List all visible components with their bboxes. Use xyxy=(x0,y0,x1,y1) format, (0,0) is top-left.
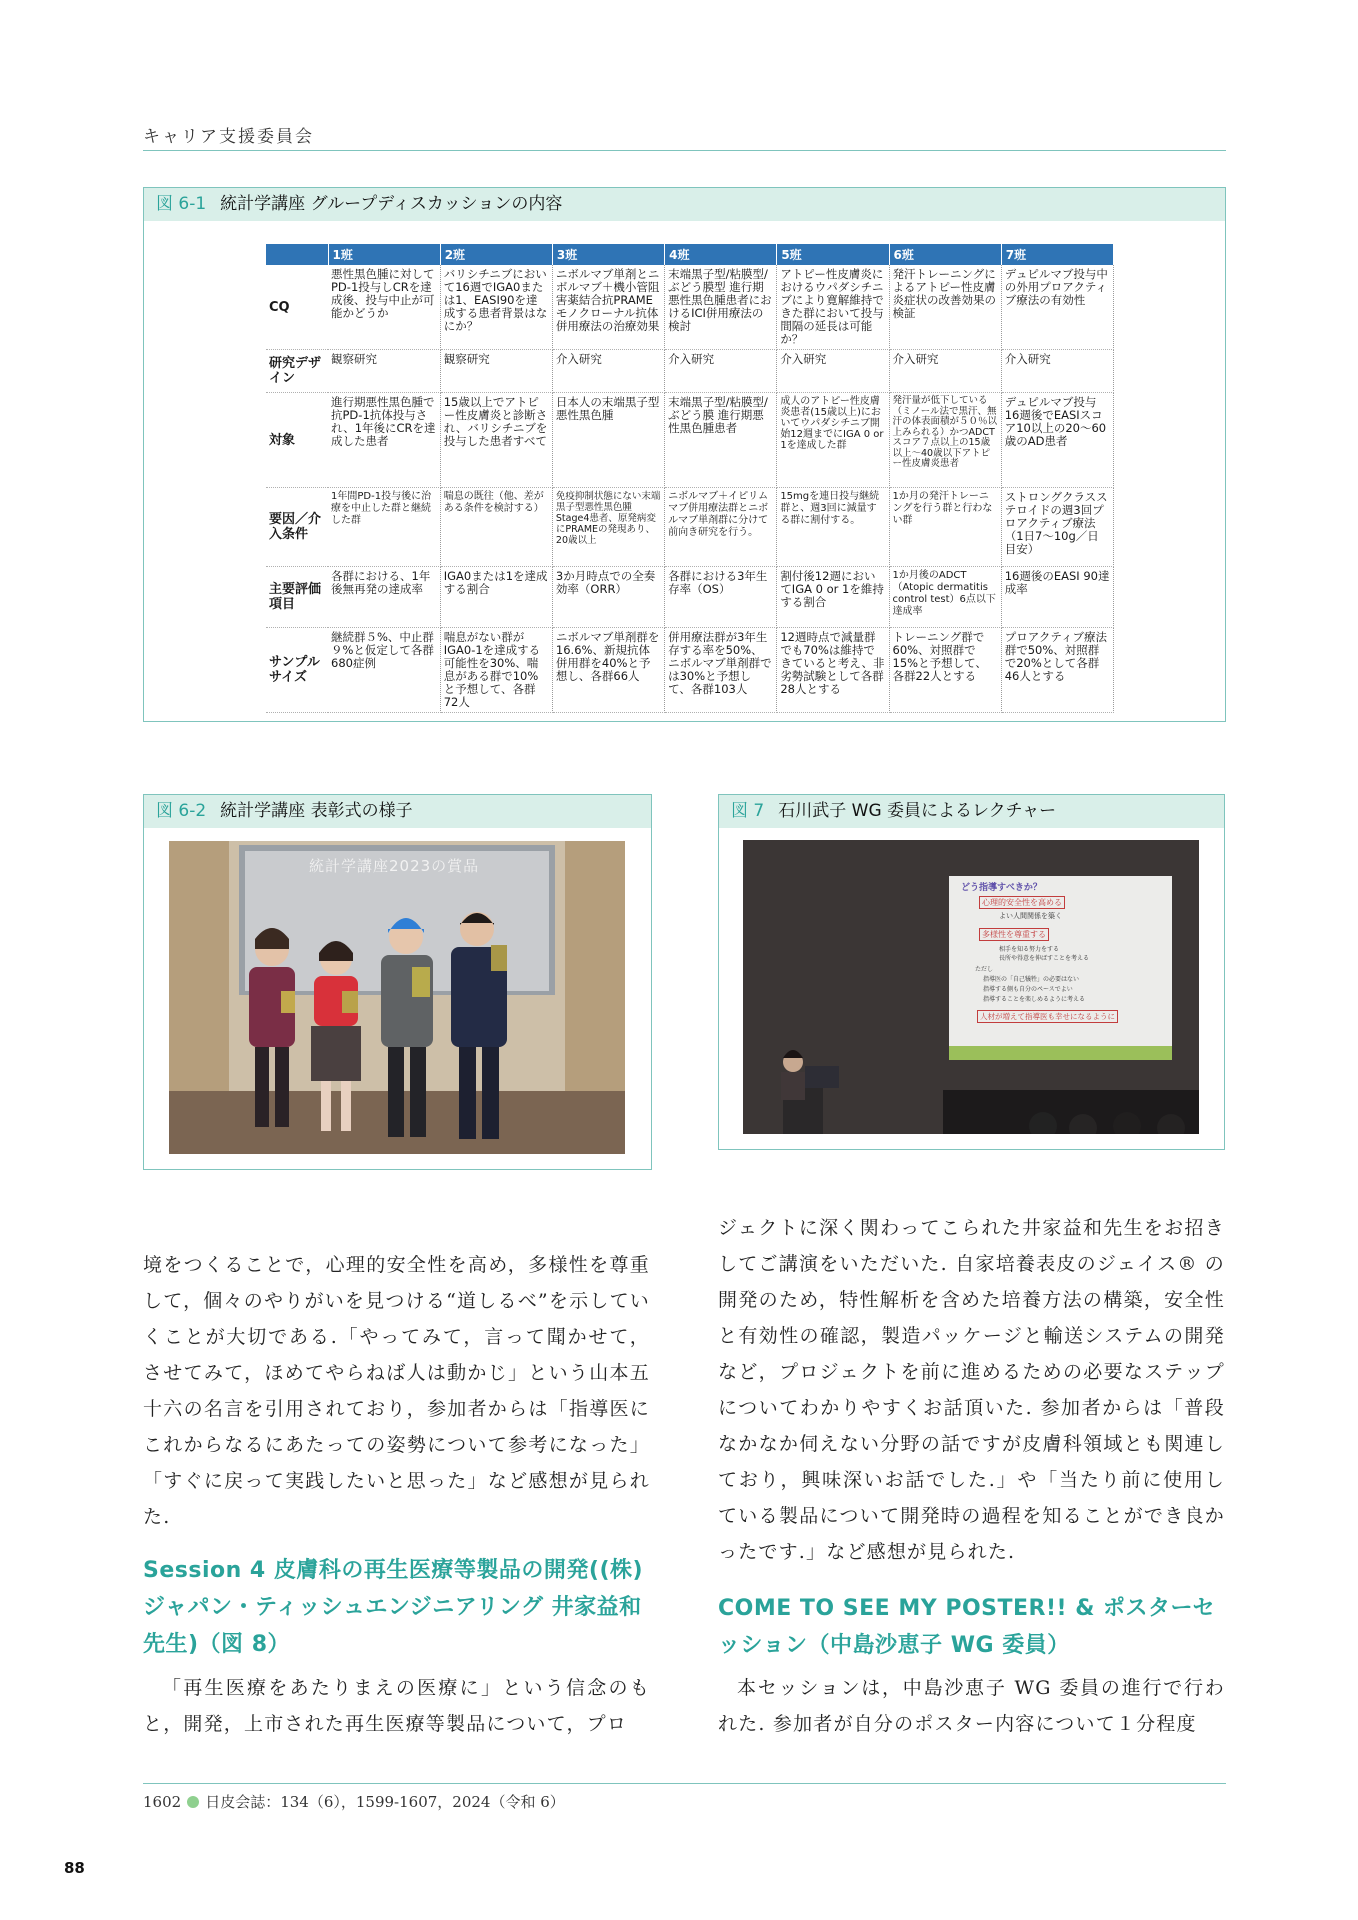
award-ceremony-photo xyxy=(169,841,625,1154)
table-row xyxy=(266,567,1114,628)
row-label: 対象 xyxy=(266,393,328,488)
table-header-row xyxy=(266,244,1114,265)
right-column-bottom xyxy=(718,1670,1225,1742)
journal-page: 1602 xyxy=(143,1793,182,1811)
table-cell: 各群における3年生存率（OS） xyxy=(665,567,777,628)
slide-title: どう指導すべきか？ xyxy=(961,883,1042,893)
table-cell: 3か月時点での全奏効率（ORR） xyxy=(552,567,664,628)
figure-number: 図 6-1 xyxy=(156,194,207,214)
table-row xyxy=(266,393,1114,488)
left-paragraph-1: 境をつくることで，心理的安全性を高め，多様性を尊重して，個々のやりがいを見つける“道しるべ”を示していくことが大切である.「やってみて，言って聞かせて，させてみて，ほめてやらねば人は動かじ」という山本五十六の名言を引用されており，参加者からは「指導医にこれからなるにあたっての姿勢について参考になった」「すぐに戻って実践したいと思った」など感想が見られた. xyxy=(143,1254,650,1528)
header-divider xyxy=(143,150,1226,151)
table-cell: アトピー性皮膚炎におけるウパダシチニブにより寛解維持できた群において投与間隔の延長は可能か？ xyxy=(777,265,889,350)
table-cell: ニボルマブ単剤とニボルマブ＋機小管阻害薬結合抗PRAMEモノクローナル抗体併用療法の治療効果 xyxy=(552,265,664,350)
figure-6-2 xyxy=(143,794,652,1170)
award-photo-illustration xyxy=(169,841,625,1154)
row-label: 要因／介入条件 xyxy=(266,488,328,567)
slide-line: 相手を知る努力をする xyxy=(999,946,1060,953)
table-cell: 日本人の末端黒子型悪性黒色腫 xyxy=(552,393,664,488)
section-label: キャリア支援委員会 xyxy=(143,127,314,147)
figure-7 xyxy=(718,794,1225,1150)
table-corner xyxy=(266,244,328,265)
table-cell: ニボルマブ単剤群を16.6%、新規抗体併用群を40%と予想し、各群66人 xyxy=(552,628,664,713)
table-row xyxy=(266,350,1114,393)
projected-slide xyxy=(949,876,1172,1060)
slide-line: 心理的安全性を高める xyxy=(979,896,1065,909)
figure-title: 石川武子 WG 委員によるレクチャー xyxy=(778,801,1057,821)
table-cell: 1か月の発汗トレーニングを行う群と行わない群 xyxy=(889,488,1001,567)
figure-6-1-caption xyxy=(144,188,1225,221)
slide-line: 多様性を尊重する xyxy=(979,928,1049,941)
table-cell: バリシチニブにおいて16週でIGA0または1、EASI90を達成する患者背景はなにか？ xyxy=(440,265,552,350)
table-cell: 介入研究 xyxy=(1001,350,1113,393)
table-cell: 15歳以上でアトピー性皮膚炎と診断され、バリシチニブを投与した患者すべて xyxy=(440,393,552,488)
table-cell: 介入研究 xyxy=(552,350,664,393)
table-cell: 各群における、1年後無再発の達成率 xyxy=(328,567,440,628)
table-cell: 介入研究 xyxy=(665,350,777,393)
table-cell: ストロングクラスステロイドの週3回プロアクティブ療法（1日7～10g／日目安） xyxy=(1001,488,1113,567)
figure-7-caption xyxy=(719,795,1224,828)
table-cell: 発汗トレーニングによるアトピー性皮膚炎症状の改善効果の検証 xyxy=(889,265,1001,350)
group-header: 7班 xyxy=(1001,244,1113,265)
group-header: 5班 xyxy=(777,244,889,265)
row-label: 研究デザイン xyxy=(266,350,328,393)
right-paragraph-1: ジェクトに深く関わってこられた井家益和先生をお招きしてご講演をいただいた. 自家培養表皮のジェイス® の開発のため，特性解析を含めた培養方法の構築，安全性と有効性の確認，製造パッケージと輸送システムの開発など，プロジェクトを前に進めるための必要なステップについてわかりやすくお話頂いた. 参加者からは「普段なかなか伺えない分野の話ですが皮膚科領域とも関連しており，興味深いお話でした.」や「当たり前に使用している製品について開発時の過程を知ることができ良かったです.」など感想が見られた. xyxy=(718,1217,1225,1563)
table-cell: 介入研究 xyxy=(889,350,1001,393)
circle-bullet-icon xyxy=(187,1796,199,1808)
table-cell: 継続群５%、中止群９%と仮定して各群680症例 xyxy=(328,628,440,713)
table-cell: 介入研究 xyxy=(777,350,889,393)
table-cell: 12週時点で減量群でも70%は維持できていると考え、非劣勢試験として各群28人とする xyxy=(777,628,889,713)
table-cell: 16週後のEASI 90達成率 xyxy=(1001,567,1113,628)
poster-session-heading: COME TO SEE MY POSTER!! & ポスターセッション（中島沙恵子 WG 委員） xyxy=(718,1596,1216,1658)
table-cell: 15mgを連日投与継続群と、週3回に減量する群に割付する。 xyxy=(777,488,889,567)
table-cell: 1か月後のADCT（Atopic dermatitis control test）6点以下達成率 xyxy=(889,567,1001,628)
table-cell: 併用療法群が3年生存する率を50%、ニボルマブ単剤群では30%と予想して、各群103人 xyxy=(665,628,777,713)
table-cell: 発汗量が低下している（ミノール法で黒汗、無汗の体表面積が５０％以上みられる）かつADCTスコア７点以上の15歳以上～40歳以下アトピー性皮膚炎患者 xyxy=(889,393,1001,488)
footer-citation xyxy=(143,1791,565,1812)
table-cell: 喘息がない群がIGA0-1を達成する可能性を30%、喘息がある群で10%と予想して、各群72人 xyxy=(440,628,552,713)
table-cell: 末端黒子型/粘膜型/ぶどう膜型 進行期悪性黒色腫患者におけるICI併用療法の検討 xyxy=(665,265,777,350)
screen-text: 統計学講座2023の賞品 xyxy=(309,857,480,875)
slide-line: よい人間関係を築く xyxy=(999,912,1062,920)
slide-bottom-text: 人材が増えて指導医も幸せになるように xyxy=(977,1010,1118,1023)
table-cell: 末端黒子型/粘膜型/ぶどう膜 進行期悪性黒色腫患者 xyxy=(665,393,777,488)
group-header: 2班 xyxy=(440,244,552,265)
row-label: 主要評価項目 xyxy=(266,567,328,628)
row-label: CQ xyxy=(266,265,328,350)
slide-line: 指導することを楽しめるように考える xyxy=(983,996,1086,1003)
journal-citation: 日皮会誌：134（6），1599-1607，2024（令和 6） xyxy=(205,1793,565,1811)
table-cell: IGA0または1を達成する割合 xyxy=(440,567,552,628)
figure-title: 統計学講座 表彰式の様子 xyxy=(220,801,413,821)
row-label: サンプルサイズ xyxy=(266,628,328,713)
discussion-table xyxy=(266,244,1114,713)
right-column xyxy=(718,1210,1225,1570)
slide-line: 長所や得意を伸ばすことを考える xyxy=(999,955,1090,962)
group-header: 1班 xyxy=(328,244,440,265)
table-cell: 喘息の既往（他、差がある条件を検討する） xyxy=(440,488,552,567)
table-cell: 進行期悪性黒色腫で抗PD-1抗体投与され、1年後にCRを達成した患者 xyxy=(328,393,440,488)
lecture-photo xyxy=(743,840,1199,1134)
group-header: 4班 xyxy=(665,244,777,265)
table-cell: デュピルマブ投与16週後でEASIスコア10以上の20～60歳のAD患者 xyxy=(1001,393,1113,488)
table-row xyxy=(266,265,1114,350)
table-cell: プロアクティブ療法群で50%、対照群で20%として各群46人とする xyxy=(1001,628,1113,713)
right-paragraph-2: 本セッションは，中島沙恵子 WG 委員の進行で行われた. 参加者が自分のポスター内容について１分程度 xyxy=(718,1677,1225,1735)
table-cell: 割付後12週においてIGA 0 or 1を維持する割合 xyxy=(777,567,889,628)
table-cell: デュピルマブ投与中の外用プロアクティブ療法の有効性 xyxy=(1001,265,1113,350)
group-header: 3班 xyxy=(552,244,664,265)
session4-heading: Session 4 皮膚科の再生医療等製品の開発((株)ジャパン・ティッシュエンジニアリング 井家益和先生)（図 8） xyxy=(143,1558,644,1657)
slide-line: 指導する側も自分のペースでよい xyxy=(983,986,1073,993)
slide-line: 指導医の「自己犠牲」の必要はない xyxy=(983,976,1080,983)
left-column-bottom xyxy=(143,1670,650,1742)
left-column xyxy=(143,1247,650,1535)
footer-divider xyxy=(143,1783,1226,1784)
slide-line: ただし xyxy=(975,966,994,973)
discussion-table-image xyxy=(266,244,1114,711)
table-cell: 観察研究 xyxy=(440,350,552,393)
figure-6-2-caption xyxy=(144,795,651,828)
figure-6-1 xyxy=(143,187,1226,722)
group-header: 6班 xyxy=(889,244,1001,265)
table-cell: 観察研究 xyxy=(328,350,440,393)
left-paragraph-2: 「再生医療をあたりまえの医療に」という信念のもと，開発，上市された再生医療等製品について，プロ xyxy=(143,1677,650,1735)
table-row xyxy=(266,488,1114,567)
table-cell: トレーニング群で60%、対照群で15%と予想して、各群22人とする xyxy=(889,628,1001,713)
table-cell: 悪性黒色腫に対してPD-1投与しCRを達成後、投与中止が可能かどうか xyxy=(328,265,440,350)
page-number: 88 xyxy=(64,1859,85,1877)
table-cell: ニボルマブ＋イピリムマブ併用療法群とニボルマブ単剤群に分けて前向き研究を行う。 xyxy=(665,488,777,567)
table-cell: 1年間PD-1投与後に治療を中止した群と継続した群 xyxy=(328,488,440,567)
table-cell: 成人のアトピー性皮膚炎患者(15歳以上)においてウパダシチニブ開始12週までにIGA 0 or 1を達成した群 xyxy=(777,393,889,488)
table-cell: 免疫抑制状態にない末端黒子型悪性黒色腫Stage4患者、原発病変にPRAMEの発現あり、20歳以上 xyxy=(552,488,664,567)
figure-number: 図 6-2 xyxy=(156,801,207,821)
table-row xyxy=(266,628,1114,713)
figure-number: 図 7 xyxy=(731,801,765,821)
figure-title: 統計学講座 グループディスカッションの内容 xyxy=(220,194,563,214)
